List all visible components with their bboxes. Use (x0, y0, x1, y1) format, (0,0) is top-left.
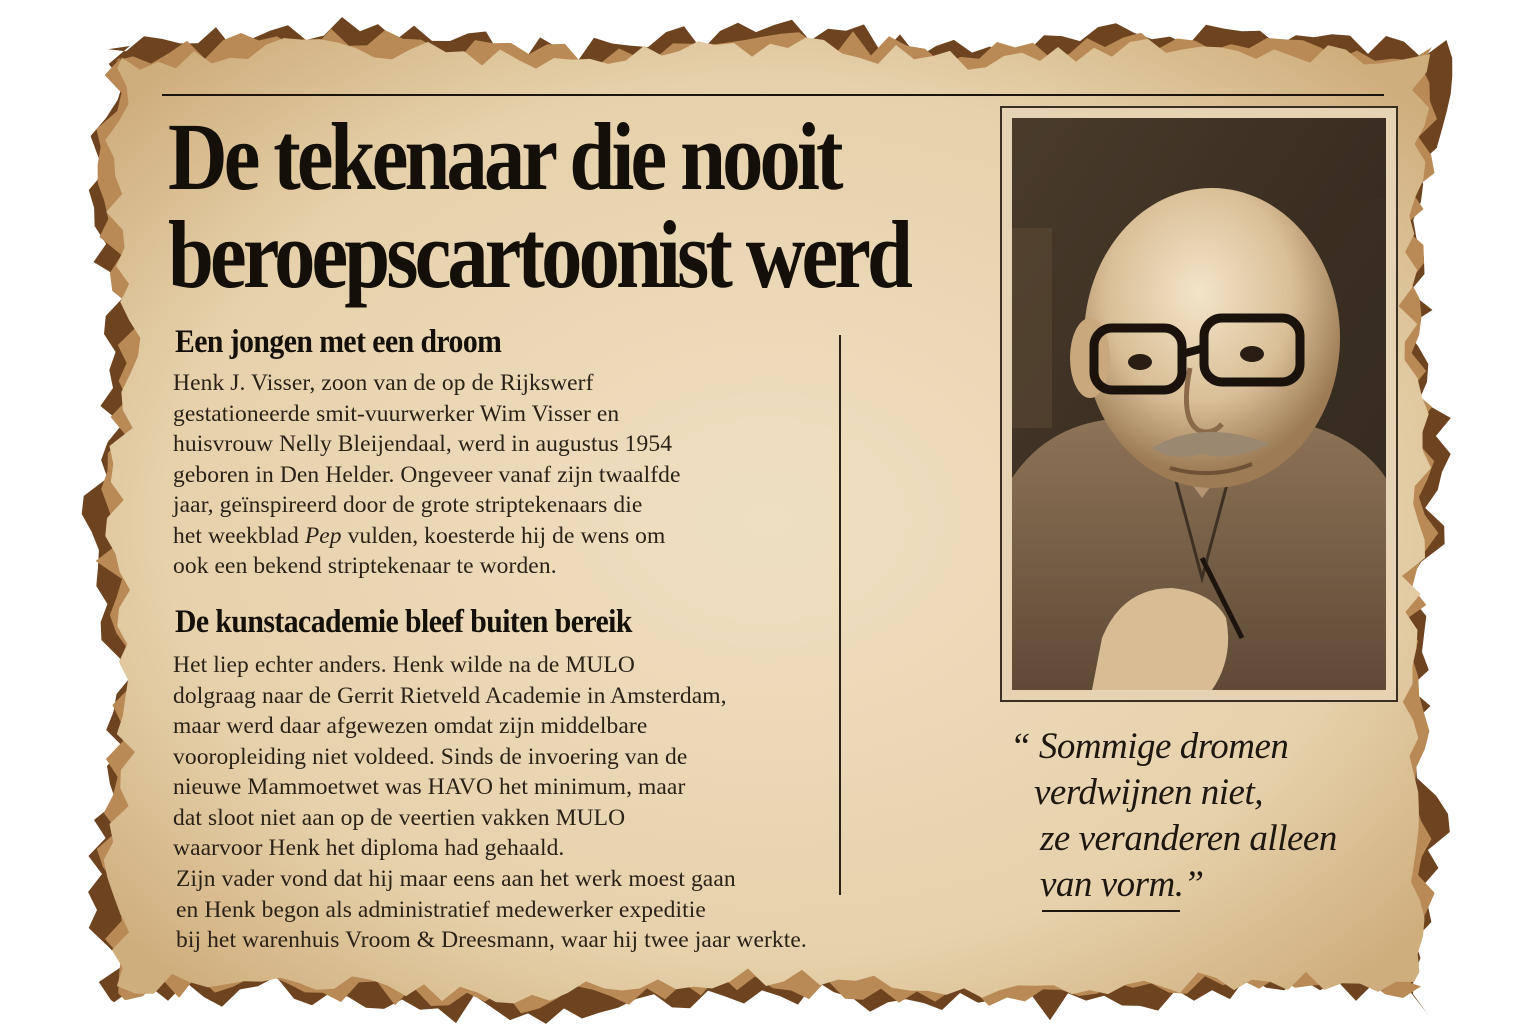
text-line: waarvoor Henk het diploma had gehaald. (173, 835, 565, 861)
text-line: geboren in Den Helder. Ongeveer vanaf zijn twaalfde (173, 461, 681, 488)
text-line: Zijn vader vond dat hij maar eens aan het werk moest gaan (176, 866, 736, 892)
text-segment: het weekblad (173, 522, 305, 549)
text-line: ook een bekend striptekenaar te worden. (173, 553, 557, 579)
headline-line-1: De tekenaar die nooit (168, 103, 840, 210)
paragraph-1 (173, 368, 681, 582)
column-divider (839, 335, 841, 895)
section-heading-1: Een jongen met een droom (175, 324, 502, 360)
headline (168, 103, 910, 308)
headline-line-2: beroepscartoonist werd (168, 201, 910, 308)
text-line: nieuwe Mammoetwet was HAVO het minimum, maar (173, 774, 686, 800)
quote-line: verdwijnen niet, (1034, 772, 1264, 813)
text-line: vooropleiding niet voldeed. Sinds de invoering van de (173, 743, 688, 770)
text-line: maar werd daar afgewezen omdat zijn middelbare (173, 713, 648, 739)
portrait-illustration (1012, 118, 1386, 690)
section-heading-2: De kunstacademie bleef buiten bereik (175, 604, 632, 640)
top-rule (162, 94, 1384, 96)
quote-underline (1042, 910, 1180, 912)
quote-line: van vorm.” (1040, 864, 1204, 905)
text-line: jaar, geïnspireerd door de grote striptekenaars die (173, 492, 643, 518)
quote-line: ze veranderen alleen (1040, 818, 1337, 859)
text-line (173, 521, 681, 552)
text-line: dolgraag naar de Gerrit Rietveld Academie in Amsterdam, (173, 682, 727, 709)
text-line: en Henk begon als administratief medewerker expeditie (176, 896, 706, 923)
text-line: huisvrouw Nelly Bleijendaal, werd in augustus 1954 (173, 431, 673, 457)
paragraph-2 (173, 650, 727, 864)
pull-quote (1010, 724, 1390, 908)
quote-line: “ Sommige dromen (1010, 726, 1289, 767)
text-segment: vulden, koesterde hij de wens om (341, 522, 666, 549)
magazine-title-pep: Pep (304, 522, 342, 549)
paragraph-3 (176, 864, 807, 956)
text-line: bij het warenhuis Vroom & Dreesmann, waar hij twee jaar werkte. (176, 927, 807, 953)
portrait-photo (1000, 106, 1398, 702)
text-line: Het liep echter anders. Henk wilde na de MULO (173, 652, 635, 678)
text-line: dat sloot niet aan op de veertien vakken MULO (173, 804, 626, 831)
text-line: Henk J. Visser, zoon van de op de Rijkswerf (173, 370, 594, 396)
text-line: gestationeerde smit-vuurwerker Wim Visser en (173, 400, 620, 427)
